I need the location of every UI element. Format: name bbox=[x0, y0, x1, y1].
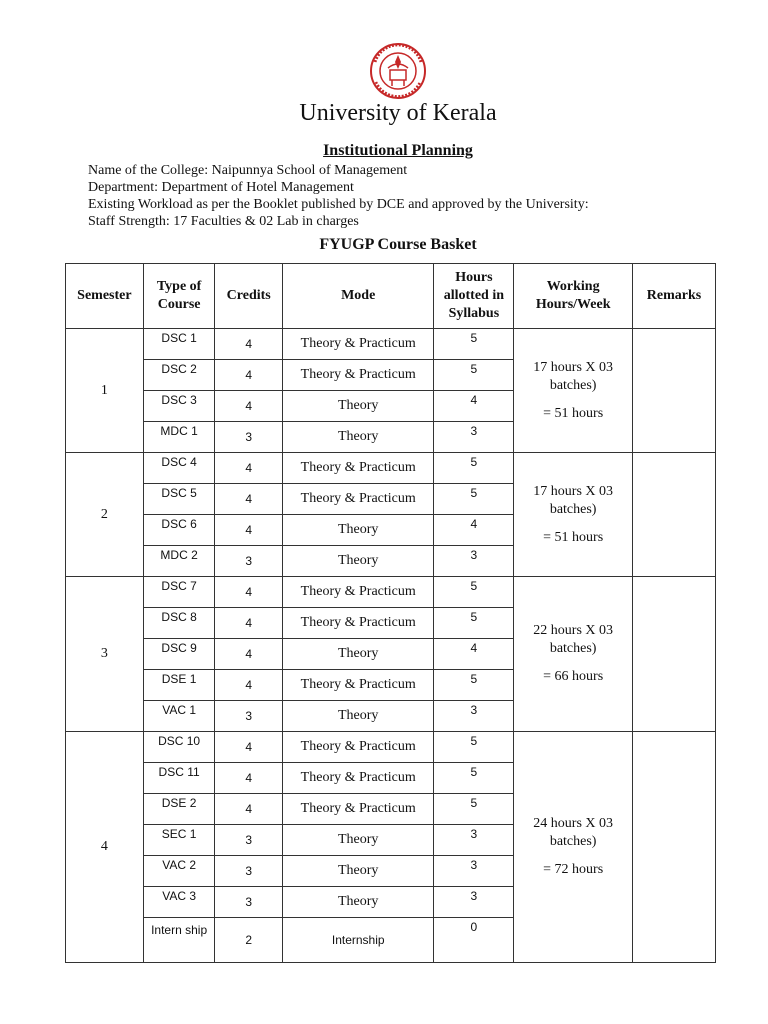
credits-cell: 4 bbox=[215, 639, 283, 670]
course-type-cell bbox=[143, 608, 215, 639]
working-hours-cell bbox=[514, 577, 633, 732]
course-type-cell bbox=[143, 701, 215, 732]
hours-cell: 3 bbox=[434, 701, 514, 732]
table-row bbox=[66, 577, 716, 608]
hours-cell: 3 bbox=[434, 422, 514, 453]
remarks-cell bbox=[633, 329, 716, 453]
semester-cell: 1 bbox=[66, 329, 144, 453]
remarks-cell bbox=[633, 453, 716, 577]
hours-cell: 5 bbox=[434, 763, 514, 794]
course-type-cell bbox=[143, 391, 215, 422]
mode-cell: Theory & Practicum bbox=[282, 329, 433, 360]
mode-cell: Theory bbox=[282, 856, 433, 887]
course-type-cell bbox=[143, 670, 215, 701]
hours-cell: 5 bbox=[434, 453, 514, 484]
credits-cell: 3 bbox=[215, 701, 283, 732]
course-type-label: DSC 2 bbox=[161, 362, 197, 376]
credits-cell: 4 bbox=[215, 329, 283, 360]
course-type-cell bbox=[143, 484, 215, 515]
mode-cell: Theory bbox=[282, 887, 433, 918]
hours-cell: 5 bbox=[434, 329, 514, 360]
mode-cell: Theory bbox=[282, 515, 433, 546]
hours-cell: 5 bbox=[434, 794, 514, 825]
table-title: FYUGP Course Basket bbox=[319, 236, 477, 253]
course-type-label: DSC 4 bbox=[161, 455, 197, 469]
course-type-label: DSC 6 bbox=[161, 517, 197, 531]
course-type-cell bbox=[143, 732, 215, 763]
course-table bbox=[65, 263, 716, 963]
working-hours-cell bbox=[514, 453, 633, 577]
course-type-label: DSC 10 bbox=[158, 734, 201, 748]
course-type-label: MDC 2 bbox=[160, 548, 198, 562]
hours-cell: 5 bbox=[434, 577, 514, 608]
mode-cell: Internship bbox=[282, 918, 433, 963]
course-type-label: MDC 1 bbox=[160, 424, 198, 438]
mode-cell: Theory & Practicum bbox=[282, 484, 433, 515]
hours-cell: 5 bbox=[434, 484, 514, 515]
semester-cell: 3 bbox=[66, 577, 144, 732]
credits-cell: 4 bbox=[215, 360, 283, 391]
credits-cell: 3 bbox=[215, 825, 283, 856]
header-mode: Mode bbox=[282, 264, 433, 329]
working-hours-cell bbox=[514, 732, 633, 963]
working-hours-total: = 72 hours bbox=[543, 862, 604, 877]
course-type-cell bbox=[143, 422, 215, 453]
working-hours-cell bbox=[514, 329, 633, 453]
course-type-label: DSC 11 bbox=[158, 765, 200, 779]
course-type-label: DSC 3 bbox=[161, 393, 197, 407]
mode-cell: Theory bbox=[282, 422, 433, 453]
workload-note: Existing Workload as per the Booklet published by DCE and approved by the University: bbox=[88, 197, 589, 212]
course-type-cell bbox=[143, 639, 215, 670]
credits-cell: 4 bbox=[215, 670, 283, 701]
course-type-cell bbox=[143, 794, 215, 825]
course-type-label: DSC 5 bbox=[161, 486, 197, 500]
credits-cell: 4 bbox=[215, 732, 283, 763]
course-type-cell bbox=[143, 546, 215, 577]
hours-cell: 5 bbox=[434, 732, 514, 763]
department-name: Department: Department of Hotel Management bbox=[88, 180, 354, 195]
mode-cell: Theory bbox=[282, 825, 433, 856]
credits-cell: 4 bbox=[215, 608, 283, 639]
hours-cell: 4 bbox=[434, 391, 514, 422]
course-type-cell bbox=[143, 763, 215, 794]
course-type-label: DSE 2 bbox=[161, 796, 197, 810]
mode-cell: Theory bbox=[282, 701, 433, 732]
course-type-cell bbox=[143, 577, 215, 608]
mode-cell: Theory & Practicum bbox=[282, 670, 433, 701]
mode-cell: Theory & Practicum bbox=[282, 360, 433, 391]
mode-cell: Theory & Practicum bbox=[282, 453, 433, 484]
course-type-cell bbox=[143, 856, 215, 887]
header-hours: Hours allotted in Syllabus bbox=[434, 264, 514, 329]
working-hours-calc: 17 hours X 03 batches) bbox=[533, 359, 614, 393]
credits-cell: 4 bbox=[215, 391, 283, 422]
credits-cell: 4 bbox=[215, 515, 283, 546]
credits-cell: 4 bbox=[215, 484, 283, 515]
hours-cell: 3 bbox=[434, 856, 514, 887]
credits-cell: 3 bbox=[215, 546, 283, 577]
university-seal-icon bbox=[361, 42, 435, 100]
credits-cell: 3 bbox=[215, 856, 283, 887]
staff-strength: Staff Strength: 17 Faculties & 02 Lab in charges bbox=[88, 214, 359, 229]
table-body bbox=[66, 329, 716, 963]
working-hours-total: = 51 hours bbox=[543, 405, 604, 421]
mode-cell: Theory & Practicum bbox=[282, 794, 433, 825]
header-remarks: Remarks bbox=[633, 264, 716, 329]
course-type-label: DSC 8 bbox=[161, 610, 197, 624]
credits-cell: 4 bbox=[215, 794, 283, 825]
table-row bbox=[66, 329, 716, 360]
course-type-cell bbox=[143, 515, 215, 546]
table-header-row bbox=[66, 264, 716, 329]
mode-cell: Theory bbox=[282, 639, 433, 670]
hours-cell: 4 bbox=[434, 639, 514, 670]
working-hours-calc: 17 hours X 03 batches) bbox=[533, 483, 614, 517]
table-row bbox=[66, 732, 716, 763]
course-type-cell bbox=[143, 825, 215, 856]
course-type-cell bbox=[143, 887, 215, 918]
credits-cell: 4 bbox=[215, 763, 283, 794]
course-type-cell bbox=[143, 329, 215, 360]
hours-cell: 5 bbox=[434, 360, 514, 391]
remarks-cell bbox=[633, 732, 716, 963]
header-semester: Semester bbox=[66, 264, 144, 329]
working-hours-calc: 24 hours X 03 batches) bbox=[533, 816, 614, 849]
mode-cell: Theory & Practicum bbox=[282, 732, 433, 763]
course-type-label: DSC 1 bbox=[161, 331, 197, 345]
mode-cell: Theory bbox=[282, 391, 433, 422]
hours-cell: 3 bbox=[434, 546, 514, 577]
section-title: Institutional Planning bbox=[323, 142, 473, 159]
working-hours-total: = 51 hours bbox=[543, 529, 604, 545]
semester-cell: 4 bbox=[66, 732, 144, 963]
university-name: University of Kerala bbox=[299, 100, 497, 126]
header-type: Type of Course bbox=[143, 264, 215, 329]
mode-cell: Theory & Practicum bbox=[282, 763, 433, 794]
course-type-label: DSC 7 bbox=[161, 579, 197, 593]
course-type-label: VAC 2 bbox=[162, 858, 196, 872]
course-type-label: VAC 3 bbox=[162, 889, 196, 903]
credits-cell: 4 bbox=[215, 453, 283, 484]
course-type-cell bbox=[143, 918, 215, 963]
hours-cell: 5 bbox=[434, 608, 514, 639]
course-type-cell bbox=[143, 453, 215, 484]
hours-cell: 3 bbox=[434, 825, 514, 856]
table-row bbox=[66, 453, 716, 484]
course-type-label: VAC 1 bbox=[162, 703, 196, 717]
mode-cell: Theory bbox=[282, 546, 433, 577]
working-hours-calc: 22 hours X 03 batches) bbox=[533, 623, 614, 656]
credits-cell: 3 bbox=[215, 887, 283, 918]
credits-cell: 4 bbox=[215, 577, 283, 608]
course-type-cell bbox=[143, 360, 215, 391]
mode-cell: Theory & Practicum bbox=[282, 608, 433, 639]
course-type-label: SEC 1 bbox=[161, 827, 197, 841]
hours-cell: 3 bbox=[434, 887, 514, 918]
hours-cell: 5 bbox=[434, 670, 514, 701]
working-hours-total: = 66 hours bbox=[543, 669, 604, 684]
course-type-label: DSE 1 bbox=[161, 672, 197, 686]
credits-cell: 3 bbox=[215, 422, 283, 453]
remarks-cell bbox=[633, 577, 716, 732]
header-credits: Credits bbox=[215, 264, 283, 329]
course-type-label: Intern ship bbox=[151, 923, 208, 937]
mode-cell: Theory & Practicum bbox=[282, 577, 433, 608]
hours-cell: 4 bbox=[434, 515, 514, 546]
hours-cell: 0 bbox=[434, 918, 514, 963]
credits-cell: 2 bbox=[215, 918, 283, 963]
college-name: Name of the College: Naipunnya School of Management bbox=[88, 163, 408, 178]
semester-cell: 2 bbox=[66, 453, 144, 577]
course-type-label: DSC 9 bbox=[161, 641, 197, 655]
header-working: Working Hours/Week bbox=[514, 264, 633, 329]
